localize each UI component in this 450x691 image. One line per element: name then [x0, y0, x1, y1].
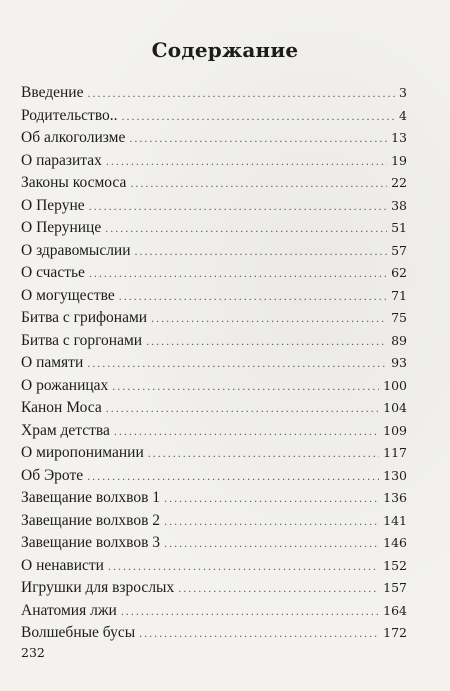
toc-entry	[21, 420, 407, 443]
toc-entry	[21, 262, 407, 285]
toc-entry-title: О рожаницах	[21, 376, 109, 394]
toc-entry	[21, 217, 407, 240]
dot-leader	[135, 240, 388, 263]
toc-entry-page: 100	[383, 377, 407, 393]
toc-entry-title: О ненависти	[21, 556, 104, 574]
toc-entry	[21, 510, 407, 533]
toc-entry-page: 13	[391, 130, 407, 145]
dot-leader	[164, 532, 379, 555]
toc-entry-title: Завещание волхвов 3	[21, 534, 161, 551]
toc-entry-page: 141	[383, 512, 407, 528]
dot-leader	[89, 195, 387, 218]
toc-entry	[21, 330, 407, 353]
dot-leader	[129, 127, 387, 150]
dot-leader	[119, 285, 387, 308]
toc-entry-title: Волшебные бусы	[21, 624, 136, 641]
toc-entry	[21, 465, 407, 488]
toc-entry-page: 93	[391, 355, 407, 370]
toc-entry-page: 22	[391, 175, 407, 190]
toc-entry-page: 51	[391, 220, 407, 235]
toc-entry-title: Битва с грифонами	[21, 309, 148, 326]
toc-entry-page: 75	[391, 310, 407, 325]
toc-entry	[21, 307, 407, 330]
dot-leader	[164, 510, 379, 533]
toc-entry-title: О Перунице	[21, 219, 102, 236]
dot-leader	[121, 600, 379, 623]
toc-entry-page: 152	[383, 557, 407, 573]
toc-entry-page: 57	[391, 242, 407, 258]
toc-entry-title: Законы космоса	[21, 174, 127, 191]
toc-entry	[21, 150, 407, 173]
toc-entry	[21, 285, 407, 308]
toc-entry	[21, 195, 407, 218]
toc-entry-title: Канон Моса	[21, 399, 102, 416]
toc-entry-title: Родительство..	[21, 106, 118, 124]
dot-leader	[130, 172, 387, 195]
toc-entry	[21, 82, 407, 105]
toc-entry-title: Анатомия лжи	[21, 601, 117, 619]
toc-entry-title: Введение	[21, 84, 84, 101]
toc-entry-page: 157	[383, 580, 407, 595]
dot-leader	[89, 262, 387, 285]
toc-entry	[21, 352, 407, 375]
toc-entry-page: 136	[383, 490, 407, 505]
toc-entry-page: 62	[391, 265, 407, 280]
toc-entry	[21, 555, 407, 578]
toc-entry	[21, 105, 407, 128]
toc-entry-page: 172	[383, 625, 407, 640]
toc-entry	[21, 577, 407, 600]
toc-entry-title: О памяти	[21, 354, 84, 371]
toc-entry-title: О счастье	[21, 264, 85, 281]
dot-leader	[178, 577, 379, 600]
toc-entry-page: 130	[383, 467, 407, 483]
dot-leader	[87, 82, 395, 105]
toc-entry-page: 104	[383, 400, 407, 415]
toc-entry-page: 117	[383, 445, 407, 460]
page-number: 232	[21, 645, 45, 660]
toc-entry	[21, 532, 407, 555]
toc-entry-page: 3	[399, 85, 407, 100]
dot-leader	[106, 397, 379, 420]
toc-entry	[21, 397, 407, 420]
toc-entry	[21, 442, 407, 465]
dot-leader	[112, 375, 379, 398]
toc-entry	[21, 375, 407, 398]
toc-entry-title: Битва с горгонами	[21, 331, 143, 349]
dot-leader	[87, 465, 379, 488]
toc-entry-page: 19	[391, 152, 407, 168]
toc-entry-title: О здравомыслии	[21, 241, 131, 259]
toc-entry-page: 146	[383, 535, 407, 550]
toc-entry-title: Об алкоголизме	[21, 129, 126, 146]
dot-leader	[164, 487, 379, 510]
toc-entry-page: 89	[391, 332, 407, 348]
toc-entry-title: О миропонимании	[21, 444, 144, 461]
dot-leader	[148, 442, 379, 465]
dot-leader	[106, 150, 387, 173]
toc-entry-page: 109	[383, 422, 407, 438]
toc-entry-title: Игрушки для взрослых	[21, 579, 175, 596]
dot-leader	[146, 330, 387, 353]
toc-entry-title: Об Эроте	[21, 466, 84, 484]
dot-leader	[105, 217, 387, 240]
toc-entry	[21, 487, 407, 510]
toc-entry-page: 4	[399, 107, 407, 123]
toc-entry-title: О паразитах	[21, 151, 102, 169]
toc-entry-title: Завещание волхвов 2	[21, 511, 161, 529]
toc-entry-title: О могуществе	[21, 286, 115, 304]
dot-leader	[139, 622, 379, 645]
dot-leader	[122, 105, 396, 128]
toc-entry-page: 38	[391, 197, 407, 213]
toc-entry	[21, 622, 407, 645]
toc-entry-page: 71	[391, 287, 407, 303]
toc-entry-title: Завещание волхвов 1	[21, 489, 161, 506]
dot-leader	[114, 420, 379, 443]
table-of-contents	[21, 82, 407, 645]
toc-entry-title: О Перуне	[21, 196, 85, 214]
toc-entry	[21, 172, 407, 195]
toc-entry	[21, 240, 407, 263]
dot-leader	[87, 352, 387, 375]
toc-entry	[21, 600, 407, 623]
dot-leader	[108, 555, 379, 578]
toc-entry	[21, 127, 407, 150]
toc-entry-page: 164	[383, 602, 407, 618]
page-title: Содержание	[151, 38, 299, 62]
toc-entry-title: Храм детства	[21, 421, 110, 439]
dot-leader	[151, 307, 387, 330]
